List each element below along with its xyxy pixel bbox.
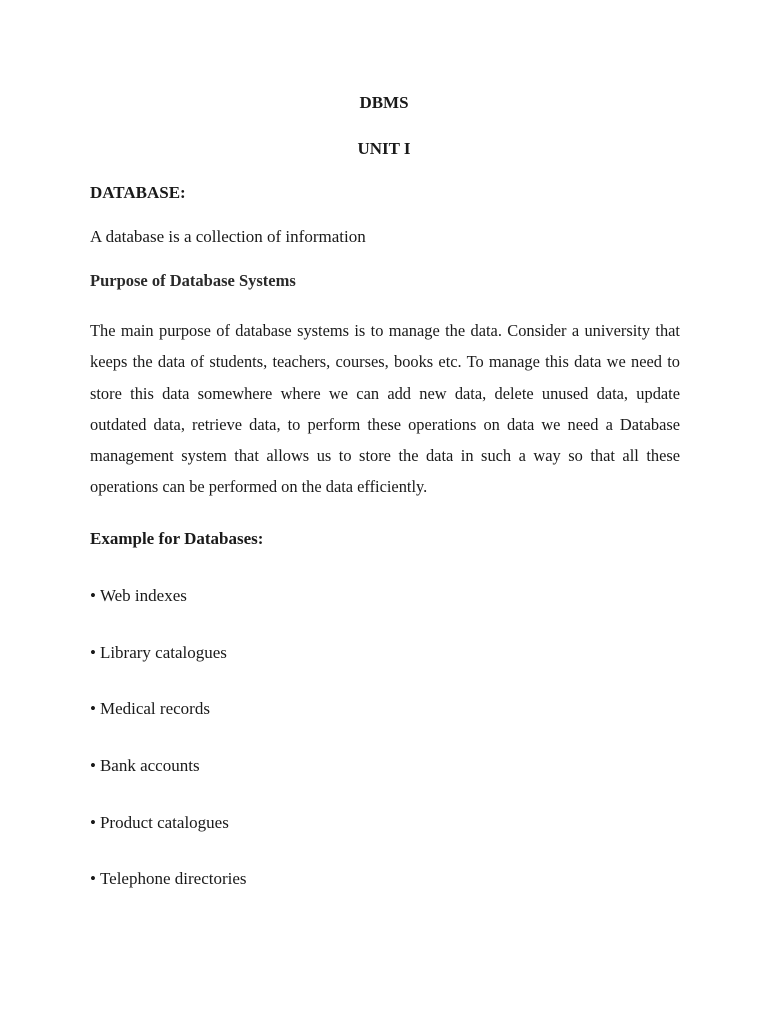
bullet-mark: • xyxy=(90,869,96,889)
list-item-text: Library catalogues xyxy=(99,642,227,662)
list-item xyxy=(90,869,247,926)
list-item xyxy=(90,699,247,756)
database-definition: A database is a collection of information xyxy=(90,227,366,246)
list-item-text: Bank accounts xyxy=(99,756,200,776)
list-item-text: Medical records xyxy=(99,699,210,719)
list-item-text: Product catalogues xyxy=(99,812,229,832)
purpose-heading: Purpose of Database Systems xyxy=(90,271,296,290)
bullet-mark: • xyxy=(90,642,96,662)
list-item xyxy=(90,813,247,870)
examples-list xyxy=(90,586,247,926)
purpose-paragraph: The main purpose of database systems is to manage the data. Consider a university that keeps the data of students, teachers, courses, books etc. To manage this data we need to store this data somewhere where we can add new data, delete unused data, update outdated data, retrieve data, to perform these operations on data we need a Database management system that allows us to store the data in such a way so that all these operations can be performed on the data efficiently. xyxy=(90,321,680,497)
list-item-text: Telephone directories xyxy=(99,869,247,889)
bullet-mark: • xyxy=(90,756,96,776)
bullet-mark: • xyxy=(90,812,96,832)
list-item xyxy=(90,756,247,813)
database-heading: DATABASE: xyxy=(90,183,186,202)
list-item xyxy=(90,643,247,700)
bullet-mark: • xyxy=(90,699,96,719)
bullet-mark: • xyxy=(90,586,96,605)
list-item-text: Web indexes xyxy=(99,586,187,605)
examples-heading: Example for Databases: xyxy=(90,529,264,548)
unit-heading: UNIT I xyxy=(357,139,411,158)
list-item xyxy=(90,586,247,643)
document-title: DBMS xyxy=(359,93,409,112)
